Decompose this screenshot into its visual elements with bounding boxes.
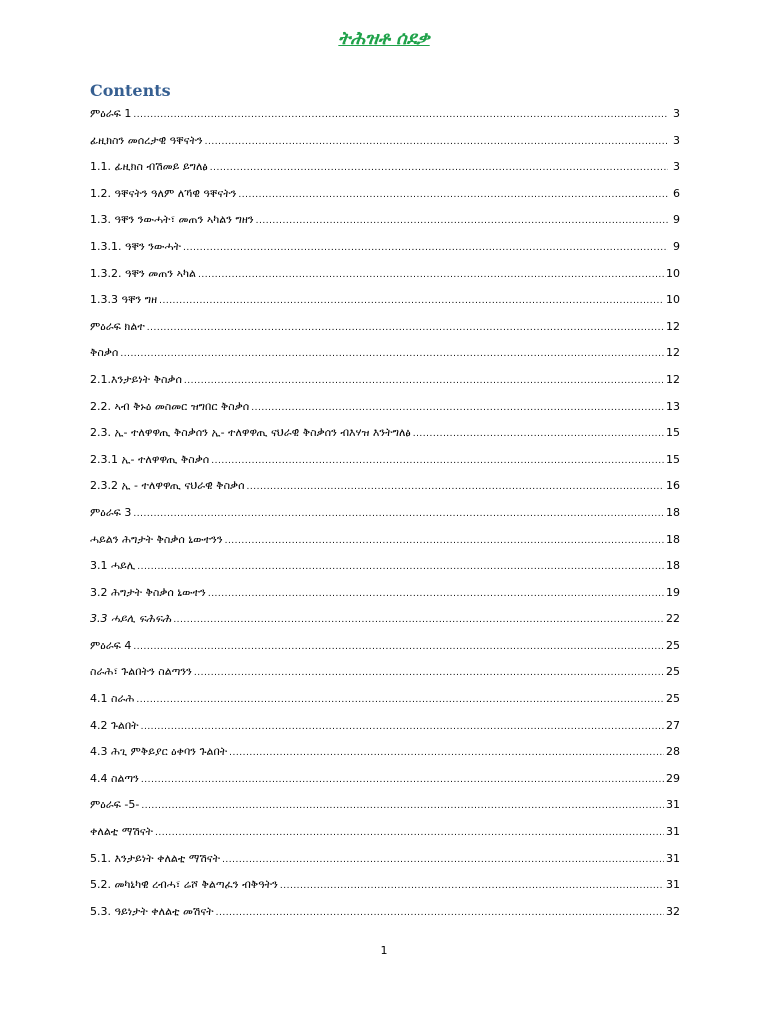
toc-entry-page: 9 bbox=[673, 213, 680, 227]
toc-dot-leader bbox=[251, 399, 664, 417]
toc-entry-title: ስራሕ፣ ጉልበትን ስልጣንን bbox=[90, 665, 192, 679]
toc-dot-leader bbox=[159, 292, 664, 310]
toc-dot-leader bbox=[173, 611, 664, 629]
toc-entry-page: 15 bbox=[666, 426, 680, 440]
toc-entry[interactable] bbox=[90, 584, 680, 611]
toc-entry-title: 1.1. ፊዚክስ ብሽመይ ይግለፅ bbox=[90, 160, 208, 174]
toc-dot-leader bbox=[141, 797, 664, 815]
toc-entry[interactable] bbox=[90, 770, 680, 797]
toc-entry[interactable] bbox=[90, 663, 680, 690]
toc-entry-page: 9 bbox=[673, 239, 680, 253]
toc-entry[interactable] bbox=[90, 132, 680, 159]
toc-entry-title: 2.2. ኣብ ቅኑዕ መስመር ዝግበር ቅስቃሰ bbox=[90, 399, 250, 413]
toc-entry-title: ምዕራፍ ክልተ bbox=[90, 319, 145, 333]
toc-entry-page: 25 bbox=[666, 692, 680, 706]
toc-entry-page: 25 bbox=[666, 665, 680, 679]
toc-entry-page: 29 bbox=[666, 771, 680, 785]
toc-dot-leader bbox=[413, 425, 664, 443]
toc-entry-page: 12 bbox=[666, 319, 680, 333]
toc-entry[interactable] bbox=[90, 451, 680, 478]
toc-entry[interactable] bbox=[90, 876, 680, 903]
toc-entry[interactable] bbox=[90, 796, 680, 823]
toc-entry[interactable] bbox=[90, 371, 680, 398]
toc-dot-leader bbox=[133, 106, 668, 124]
toc-entry[interactable] bbox=[90, 424, 680, 451]
toc-entry-title: ምዕራፍ 3 bbox=[90, 505, 132, 519]
toc-entry-page: 32 bbox=[666, 904, 680, 918]
document-title: ትሕዝቶ ሰደቃ bbox=[338, 28, 430, 49]
toc-entry-title: ቅስቃሰ bbox=[90, 346, 119, 360]
toc-entry[interactable] bbox=[90, 477, 680, 504]
toc-entry[interactable] bbox=[90, 291, 680, 318]
page-number: 1 bbox=[380, 944, 388, 957]
toc-entry-title: 1.3.1. ዓቐን ንውሓት bbox=[90, 239, 181, 253]
toc-entry-title: 4.2 ጉልበት bbox=[90, 718, 139, 732]
toc-entry-page: 19 bbox=[666, 585, 680, 599]
toc-entry-title: ቀለልቲ ማሽናት bbox=[90, 825, 153, 839]
toc-dot-leader bbox=[198, 266, 664, 284]
toc-entry-page: 3 bbox=[673, 160, 680, 174]
toc-entry[interactable] bbox=[90, 105, 680, 132]
toc-entry-title: 4.3 ሕጊ ምቅይያር ዕቀባን ጉልበት bbox=[90, 745, 228, 759]
toc-entry-page: 31 bbox=[666, 878, 680, 892]
toc-dot-leader bbox=[137, 558, 664, 576]
toc-entry-title: ምዕራፍ 4 bbox=[90, 638, 132, 652]
toc-entry-page: 12 bbox=[666, 372, 680, 386]
toc-entry[interactable] bbox=[90, 903, 680, 930]
toc-entry[interactable] bbox=[90, 557, 680, 584]
toc-dot-leader bbox=[256, 212, 668, 230]
toc-dot-leader bbox=[222, 851, 664, 869]
toc-dot-leader bbox=[247, 478, 664, 496]
toc-entry-page: 12 bbox=[666, 346, 680, 360]
toc-entry-page: 27 bbox=[666, 718, 680, 732]
toc-dot-leader bbox=[229, 744, 664, 762]
toc-entry-page: 25 bbox=[666, 638, 680, 652]
toc-entry-title: 2.3. ኢ- ተለዋዋጢ ቅስቃሰን ኢ- ተለዋዋጢ ናህራዊ ቅስቃሰን ብእሃዝ እንትግለፅ bbox=[90, 426, 411, 440]
toc-dot-leader bbox=[133, 505, 664, 523]
toc-entry[interactable] bbox=[90, 743, 680, 770]
toc-entry[interactable] bbox=[90, 211, 680, 238]
toc-entry-title: 1.3.3 ዓቐን ግዘ bbox=[90, 293, 158, 307]
toc-entry[interactable] bbox=[90, 265, 680, 292]
toc-dot-leader bbox=[136, 691, 664, 709]
toc-entry[interactable] bbox=[90, 850, 680, 877]
toc-entry-page: 13 bbox=[666, 399, 680, 413]
toc-entry-page: 18 bbox=[666, 532, 680, 546]
toc-entry-title: 5.2. መካኒካዊ ረብሓ፣ ሬሾ ቅልጣፈን ብቅዓትን bbox=[90, 878, 278, 892]
toc-entry-page: 3 bbox=[673, 133, 680, 147]
toc-dot-leader bbox=[120, 345, 664, 363]
toc-entry-page: 22 bbox=[666, 612, 680, 626]
toc-entry-page: 31 bbox=[666, 851, 680, 865]
toc-entry-title: 2.3.1 ኢ- ተለዋዋጢ ቅስቃሰ bbox=[90, 452, 210, 466]
toc-dot-leader bbox=[205, 133, 668, 151]
toc-entry-title: 3.1 ሓይሊ bbox=[90, 559, 136, 573]
toc-dot-leader bbox=[141, 718, 664, 736]
toc-entry[interactable] bbox=[90, 690, 680, 717]
toc-dot-leader bbox=[210, 159, 668, 177]
toc-entry-title: 3.2 ሕግታት ቅስቃሰ ኒውተን bbox=[90, 585, 206, 599]
toc-entry[interactable] bbox=[90, 185, 680, 212]
toc-entry-page: 16 bbox=[666, 479, 680, 493]
toc-dot-leader bbox=[133, 638, 664, 656]
toc-entry-title: ምዕራፍ 1 bbox=[90, 107, 132, 120]
toc-dot-leader bbox=[183, 239, 668, 257]
toc-entry[interactable] bbox=[90, 344, 680, 371]
toc-dot-leader bbox=[194, 664, 664, 682]
toc-entry-page: 28 bbox=[666, 745, 680, 759]
toc-entry-title: 2.1.እንታይነት ቅስቃሰ bbox=[90, 372, 182, 386]
toc-dot-leader bbox=[184, 372, 664, 390]
toc-entry-page: 10 bbox=[666, 266, 680, 280]
toc-entry-page: 10 bbox=[666, 293, 680, 307]
toc-dot-leader bbox=[225, 532, 664, 550]
toc-entry[interactable] bbox=[90, 717, 680, 744]
toc-dot-leader bbox=[155, 824, 664, 842]
toc-entry-title: 1.3. ዓቐን ንውሓት፣ መጠን ኣካልን ግዘን bbox=[90, 213, 254, 227]
toc-dot-leader bbox=[216, 904, 664, 922]
toc-dot-leader bbox=[208, 585, 664, 603]
toc-entry[interactable] bbox=[90, 531, 680, 558]
toc-entry-title: ፊዚክስን መሰረታዊ ዓቐናትን bbox=[90, 133, 203, 147]
toc-entry[interactable] bbox=[90, 238, 680, 265]
toc-entry[interactable] bbox=[90, 158, 680, 185]
toc-entry-title: ምዕራፍ -5- bbox=[90, 798, 140, 812]
table-of-contents bbox=[90, 105, 680, 929]
toc-dot-leader bbox=[280, 877, 664, 895]
toc-entry-title: 1.2. ዓቐናትን ዓለም ለኻዊ ዓቐናትን bbox=[90, 186, 237, 200]
toc-entry-page: 6 bbox=[673, 186, 680, 200]
toc-entry-title: 2.3.2 ኢ - ተለዋዋጢ ናህራዊ ቅስቃሰ bbox=[90, 479, 245, 493]
toc-dot-leader bbox=[238, 186, 668, 204]
toc-entry-page: 18 bbox=[666, 559, 680, 573]
toc-entry-page: 3 bbox=[673, 107, 680, 120]
toc-entry[interactable] bbox=[90, 398, 680, 425]
toc-entry-title: ሓይልን ሕግታት ቅስቃሰ ኒውተንን bbox=[90, 532, 223, 546]
toc-dot-leader bbox=[141, 771, 664, 789]
toc-dot-leader bbox=[147, 319, 664, 337]
toc-entry-title: 5.3. ዓይነታት ቀለልቲ መሽናት bbox=[90, 904, 214, 918]
toc-entry-page: 15 bbox=[666, 452, 680, 466]
toc-entry-title: 3.3 ሓይሊ ፍሕፍሕ bbox=[90, 612, 172, 626]
toc-entry-title: 4.1 ስራሕ bbox=[90, 692, 135, 706]
toc-entry-title: 1.3.2. ዓቐን መጠን ኣካል bbox=[90, 266, 196, 280]
toc-entry-page: 31 bbox=[666, 825, 680, 839]
toc-dot-leader bbox=[211, 452, 664, 470]
toc-entry-title: 4.4 ስልጣን bbox=[90, 771, 139, 785]
toc-entry[interactable] bbox=[90, 504, 680, 531]
toc-entry-page: 18 bbox=[666, 505, 680, 519]
toc-entry-title: 5.1. እንታይነት ቀለልቲ ማሽናት bbox=[90, 851, 221, 865]
toc-entry-page: 31 bbox=[666, 798, 680, 812]
toc-heading: Contents bbox=[90, 81, 171, 100]
toc-entry[interactable] bbox=[90, 823, 680, 850]
toc-entry[interactable] bbox=[90, 637, 680, 664]
toc-entry[interactable] bbox=[90, 318, 680, 345]
toc-entry[interactable] bbox=[90, 610, 680, 637]
